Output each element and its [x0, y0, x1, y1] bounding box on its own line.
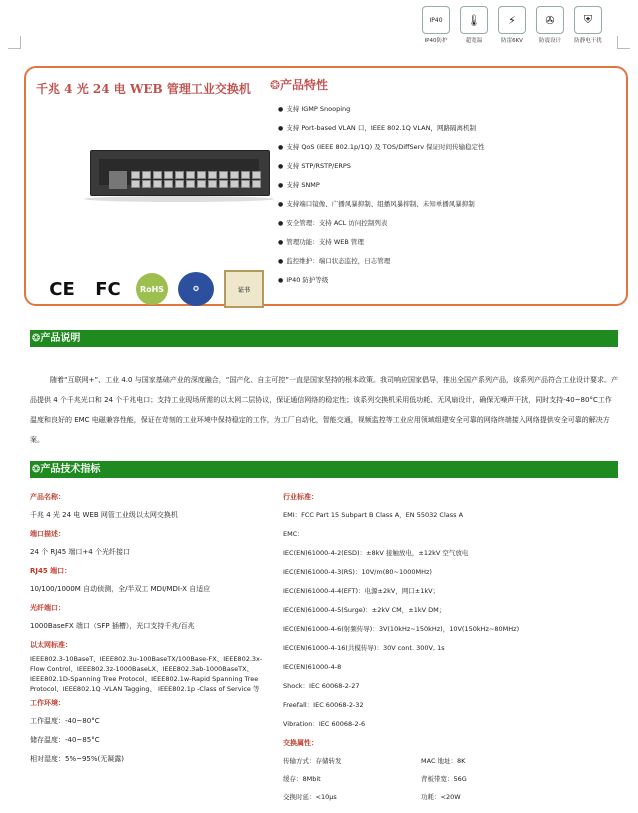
spec-value: 24 个 RJ45 端口+4 个光纤接口	[30, 548, 130, 556]
feature-badges	[420, 6, 604, 44]
rj45-port	[186, 171, 195, 179]
rj45-port	[164, 180, 173, 188]
product-description: 随着“互联网+”、工业 4.0 与国家基础产业的深度融合，“国产化、自主可控”一直是国家坚持的根本政策。我司响应国家倡导，推出全国产系列产品，该系列产品符合工业设计要求。产品提供 4 个千兆光口和 24 个千兆电口；支持工业现场所需的以太网二层协议，保证通信网络的稳定性；该系列交换机采用低功耗、无风扇设计，确保无噪声干扰，同时支持-40~80°C工作温度和良好的 EMC 电磁兼容性能，保证在苛刻的工业环境中保持稳定的工作，为工厂自动化，智能交通，视频监控等工业应用领域组建安全可靠的网络终端接入网络提供安全可靠的解决方案。	[30, 376, 618, 444]
standard-item: IEC(EN)61000-4-16(共模传导)：30V cont. 300V, 1s	[283, 644, 445, 652]
spec-label: 端口描述：	[30, 530, 65, 538]
certificate-image: 证书	[224, 270, 264, 308]
spec-right-column	[283, 488, 623, 806]
spec-label: 产品名称：	[30, 493, 65, 501]
features-heading: ❂产品特性	[270, 78, 329, 92]
rj45-port	[197, 180, 206, 188]
feature-item: ● 支持 Port-based VLAN 口，IEEE 802.1Q VLAN，网路隔离机制	[278, 119, 618, 138]
standard-item: EMC：	[283, 530, 304, 538]
env-item: 相对湿度：5%~95%(无凝露)	[30, 755, 124, 763]
standard-item: IEC(EN)61000-4-5(Surge)：±2kV CM，±1kV DM；	[283, 606, 446, 614]
spec-value: 千兆 4 光 24 电 WEB 网管工业级以太网交换机	[30, 511, 178, 519]
spec-label: 行业标准：	[283, 493, 318, 501]
rj45-port	[164, 171, 173, 179]
rj45-port	[175, 180, 184, 188]
shield-icon: ⛨ 防静电干扰	[572, 6, 604, 44]
feature-item: ● 安全管理：支持 ACL 访问控制列表	[278, 214, 618, 233]
feature-item: ● 管理功能：支持 WEB 管理	[278, 233, 618, 252]
sfp-ports	[109, 171, 127, 189]
ip40-icon: IP40 IP40防护	[420, 6, 452, 44]
spec-value: IEEE802.3-10BaseT、IEEE802.3u-100BaseTX/100Base-FX、IEEE802.3x-Flow Control、IEEE802.3z-1000BaseLX、IEEE802.3ab-1000BaseTX、IEEE802.1D-Spanning Tree Protocol、IEEE802.1w-Rapid Spanning Tree Protocol、IEEE802.1Q -VLAN Tagging、 IEEE802.1p -Class of Service 等	[30, 655, 263, 693]
rj45-port	[186, 180, 195, 188]
rj45-port	[241, 171, 250, 179]
feature-item: ● IP40 防护等级	[278, 271, 618, 290]
switch-product-image	[90, 150, 270, 196]
rj45-port	[131, 180, 140, 188]
product-overview-box	[24, 66, 628, 306]
env-item: 工作温度：-40~80°C	[30, 717, 100, 725]
rj45-port	[208, 171, 217, 179]
product-title: 千兆 4 光 24 电 WEB 管理工业交换机	[36, 82, 251, 96]
standard-item: Vibration：IEC 60068-2-6	[283, 720, 366, 728]
feature-item: ● 支持 SNMP	[278, 176, 618, 195]
spec-value: 1000BaseFX 端口（SFP 插槽），光口支持千兆/百兆	[30, 622, 195, 630]
rj45-port	[142, 180, 151, 188]
spec-label: 光纤端口：	[30, 604, 65, 612]
standard-item: IEC(EN)61000-4-6(射频传导)：3V(10kHz~150kHz)，10V(150kHz~80MHz)	[283, 625, 520, 633]
standard-item: IEC(EN)61000-4-3(RS)：10V/m(80~1000MHz)	[283, 568, 432, 576]
feature-item: ● 支持端口镜像、广播风暴抑制、组播风暴抑制、未知单播风暴抑制	[278, 195, 618, 214]
spec-left-column	[30, 488, 270, 769]
standard-item: IEC(EN)61000-4-8	[283, 663, 342, 671]
feature-item: ● 支持 IGMP Snooping	[278, 100, 618, 119]
feature-item: ● 支持 QoS (IEEE 802.1p/1Q) 及 TOS/DiffServ 保证时间传输稳定性	[278, 138, 618, 157]
spec-label: 以太网标准：	[30, 641, 72, 649]
rj45-port	[153, 180, 162, 188]
rj45-port	[241, 180, 250, 188]
spec-value: 10/100/1000M 自动侦测，全/半双工 MDI/MDI-X 自适应	[30, 585, 211, 593]
standard-item: EMI：FCC Part 15 Subpart B Class A，EN 55032 Class A	[283, 511, 464, 519]
description-heading: ❂产品说明	[30, 330, 618, 347]
standard-item: Freefall：IEC 60068-2-32	[283, 701, 364, 709]
thermometer-icon: 🌡 超宽温	[458, 6, 490, 44]
rj45-port	[197, 171, 206, 179]
fcc-logo: FC	[95, 278, 121, 300]
spec-heading: ❂产品技术指标	[30, 461, 618, 478]
rj45-port	[252, 171, 261, 179]
rohs-logo: RoHS	[136, 273, 168, 305]
exchange-row: 交换时延：<10μs 功耗：<20W	[283, 793, 461, 801]
feature-item: ● 支持 STP/RSTP/ERPS	[278, 157, 618, 176]
exchange-row: 缓存：8Mbit 背板带宽：56G	[283, 775, 467, 783]
certification-logos	[44, 270, 264, 308]
rj45-port	[230, 171, 239, 179]
spec-label: 工作环境：	[30, 699, 65, 707]
standard-item: IEC(EN)61000-4-2(ESD)：±8kV 接触放电，±12kV 空气放电	[283, 549, 469, 557]
rj45-port	[142, 171, 151, 179]
rj45-port	[153, 171, 162, 179]
rj45-port	[175, 171, 184, 179]
rj45-port	[230, 180, 239, 188]
feature-item: ● 监控维护：端口状态监控，日志管理	[278, 252, 618, 271]
rj45-port	[252, 180, 261, 188]
mercedes-icon: ✇ 防震设计	[534, 6, 566, 44]
quality-stamp-logo: ✪	[178, 272, 214, 306]
env-item: 储存温度：-40~85°C	[30, 736, 100, 744]
exchange-row: 传输方式：存储转发 MAC 地址：8K	[283, 757, 466, 765]
lightning-icon: ⚡ 防雷6KV	[496, 6, 528, 44]
switch-shadow	[84, 196, 274, 202]
corner-mark-right	[617, 36, 630, 49]
rj45-port	[219, 171, 228, 179]
standard-item: Shock：IEC 60068-2-27	[283, 682, 360, 690]
ce-logo: CE	[49, 278, 75, 300]
rj45-port	[131, 171, 140, 179]
spec-label: RJ45 端口：	[30, 567, 72, 575]
features-list	[278, 100, 618, 290]
standard-item: IEC(EN)61000-4-4(EFT)：电源±2kV，网口±1kV；	[283, 587, 440, 595]
rj45-port	[219, 180, 228, 188]
rj45-port	[208, 180, 217, 188]
corner-mark-left	[8, 36, 21, 49]
spec-label: 交换属性：	[283, 739, 318, 747]
